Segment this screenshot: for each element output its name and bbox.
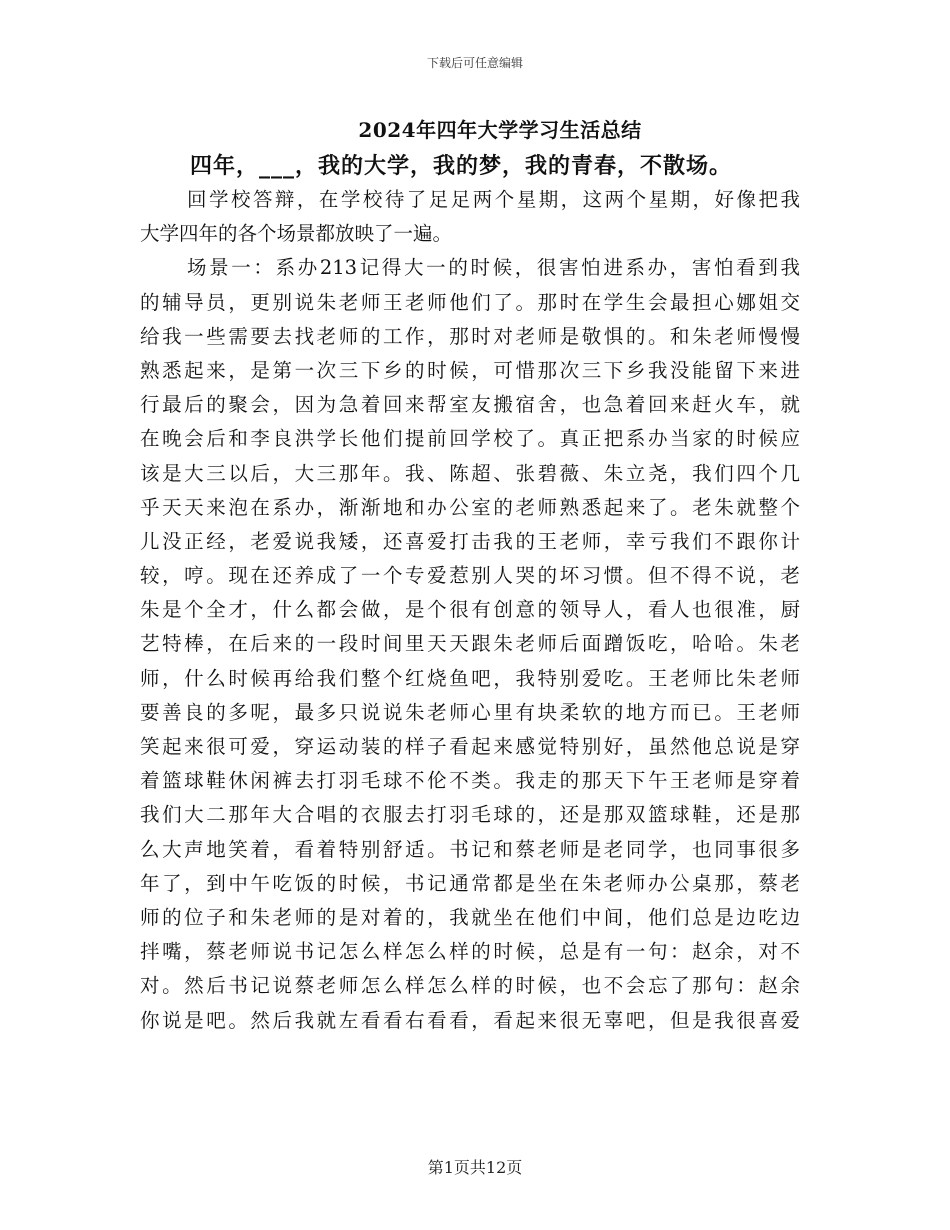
paragraph-2-line: 你说是吧。然后我就左看看右看看，看起来很无辜吧，但是我很喜爱 — [140, 1008, 800, 1032]
paragraph-2-line: 笑起来很可爱，穿运动装的样子看起来感觉特别好，虽然他总说是穿 — [140, 735, 800, 758]
paragraph-2-line: 师的位子和朱老师的是对着的，我就坐在他们中间，他们总是边吃边 — [140, 905, 800, 929]
paragraph-2-line: 着篮球鞋休闲裤去打羽毛球不伦不类。我走的那天下午王老师是穿着 — [140, 769, 800, 793]
paragraph-1-line: 回学校答辩，在学校待了足足两个星期，这两个星期，好像把我 — [187, 188, 800, 211]
paragraph-2-line: 师，什么时候再给我们整个红烧鱼吧，我特别爱吃。王老师比朱老师 — [140, 666, 800, 690]
paragraph-2-line: 场景一：系办213记得大一的时候，很害怕进系办，害怕看到我 — [187, 256, 800, 280]
paragraph-2-line: 给我一些需要去找老师的工作，那时对老师是敬惧的。和朱老师慢慢 — [140, 324, 800, 348]
paragraph-2-line: 要善良的多呢，最多只说说朱老师心里有块柔软的地方而已。王老师 — [140, 700, 800, 724]
document-title: 2024年四年大学学习生活总结 — [358, 118, 642, 142]
page-footer: 第1页共12页 — [427, 1158, 523, 1177]
paragraph-2-line: 较，哼。现在还养成了一个专爱惹别人哭的坏习惯。但不得不说，老 — [140, 564, 800, 588]
paragraph-2-line: 儿没正经，老爱说我矮，还喜爱打击我的王老师，幸亏我们不跟你计 — [140, 529, 800, 553]
document-subtitle: 四年，___，我的大学，我的梦，我的青春，不散场。 — [190, 153, 733, 179]
body-text — [140, 183, 800, 1038]
paragraph-1-line: 大学四年的各个场景都放映了一遍。 — [140, 222, 453, 246]
paragraph-2-line: 在晚会后和李良洪学长他们提前回学校了。真正把系办当家的时候应 — [140, 427, 800, 451]
paragraph-2-line: 年了，到中午吃饭的时候，书记通常都是坐在朱老师办公桌那，蔡老 — [140, 871, 800, 895]
paragraph-2-line: 艺特棒，在后来的一段时间里天天跟朱老师后面蹭饭吃，哈哈。朱老 — [140, 632, 800, 656]
paragraph-2-line: 熟悉起来，是第一次三下乡的时候，可惜那次三下乡我没能留下来进 — [140, 358, 800, 382]
paragraph-2-line: 朱是个全才，什么都会做，是个很有创意的领导人，看人也很准，厨 — [140, 598, 800, 622]
header-note: 下载后可任意编辑 — [426, 56, 523, 70]
paragraph-2-line: 对。然后书记说蔡老师怎么样怎么样的时候，也不会忘了那句：赵余 — [140, 974, 800, 998]
paragraph-2-line: 该是大三以后，大三那年。我、陈超、张碧薇、朱立尧，我们四个几 — [140, 461, 800, 485]
paragraph-2-line: 么大声地笑着，看着特别舒适。书记和蔡老师是老同学，也同事很多 — [140, 837, 800, 861]
paragraph-2-line: 的辅导员，更别说朱老师王老师他们了。那时在学生会最担心娜姐交 — [140, 290, 800, 314]
paragraph-2-line: 乎天天来泡在系办，渐渐地和办公室的老师熟悉起来了。老朱就整个 — [140, 495, 800, 519]
paragraph-2-line: 行最后的聚会，因为急着回来帮室友搬宿舍，也急着回来赶火车，就 — [140, 393, 800, 417]
paragraph-2-line: 拌嘴，蔡老师说书记怎么样怎么样的时候，总是有一句：赵余，对不 — [140, 940, 800, 964]
paragraph-2-line: 我们大二那年大合唱的衣服去打羽毛球的，还是那双篮球鞋，还是那 — [140, 803, 800, 827]
